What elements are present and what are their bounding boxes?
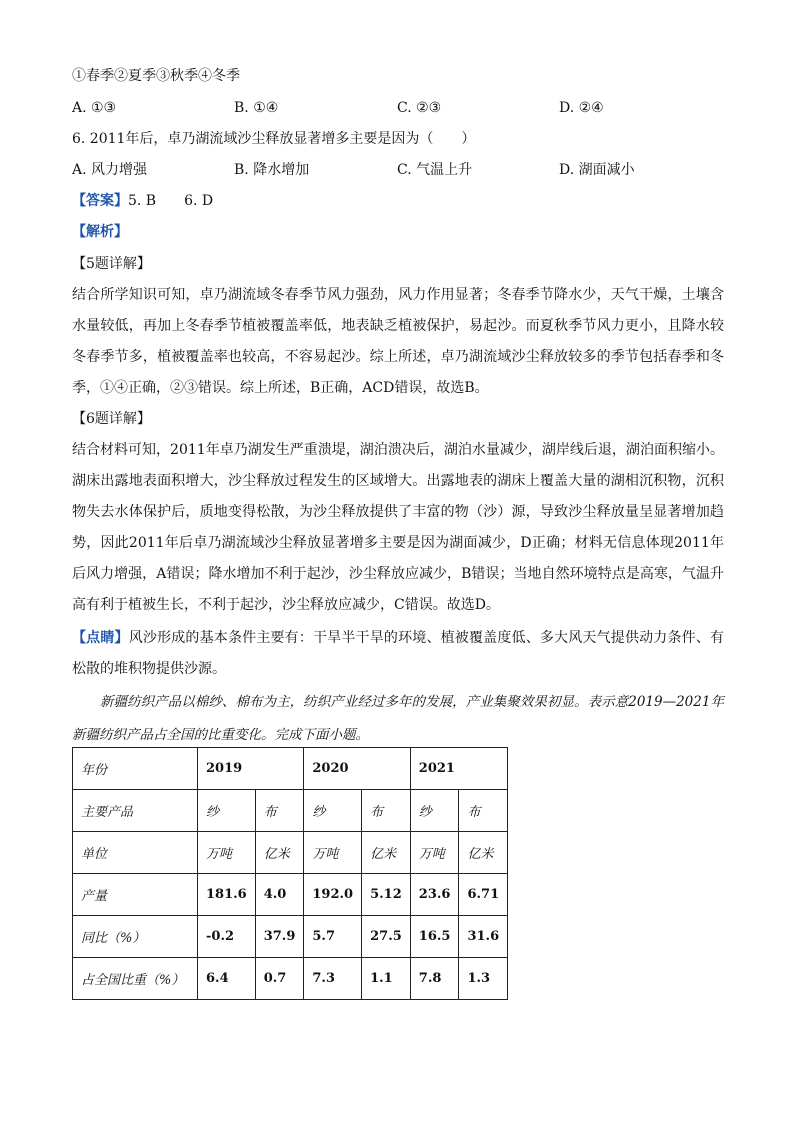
q5-detail-body: 结合所学知识可知，卓乃湖流域冬春季节风力强劲，风力作用显著；冬春季节降水少，天气干燥，土壤含水量较低，再加上冬春季节植被覆盖率低，地表缺乏植被保护，易起沙。而夏秋季节风力更小，且降水较冬春季节多，植被覆盖率也较高，不容易起沙。综上所述，卓乃湖流域沙尘释放较多的季节包括春季和冬季，①④正确，②③错误。综上所述，B正确，ACD错误，故选B。: [72, 287, 724, 396]
q6-choice-b: B. 降水增加: [234, 162, 310, 178]
table-cell: 万吨: [304, 832, 362, 874]
table-cell: 181.6: [198, 874, 256, 916]
textile-table: [72, 747, 508, 1000]
table-cell: 4.0: [255, 874, 304, 916]
table-cell: 亿米: [255, 832, 304, 874]
year-2021: 2021: [410, 748, 507, 790]
q5-choice-c: C. ②③: [397, 100, 442, 116]
table-cell: 纱: [304, 790, 362, 832]
table-cell: 7.8: [410, 958, 459, 1000]
table-cell: 6.4: [198, 958, 256, 1000]
q5-detail-heading: 【5题详解】: [72, 256, 151, 272]
table-cell: 23.6: [410, 874, 459, 916]
table-cell: 5.7: [304, 916, 362, 958]
row-label: 占全国比重（%）: [73, 958, 198, 1000]
table-cell: 亿米: [362, 832, 411, 874]
table-cell: 纱: [410, 790, 459, 832]
table-cell: 192.0: [304, 874, 362, 916]
table-cell: 万吨: [410, 832, 459, 874]
season-options: ①春季②夏季③秋季④冬季: [72, 68, 240, 84]
row-label: 同比（%）: [73, 916, 198, 958]
table-row: [73, 874, 508, 916]
year-2020: 2020: [304, 748, 410, 790]
table-cell: 27.5: [362, 916, 411, 958]
year-2019: 2019: [198, 748, 304, 790]
table-cell: 1.1: [362, 958, 411, 1000]
intro-paragraph: 新疆纺织产品以棉纱、棉布为主，纺织产业经过多年的发展，产业集聚效果初显。表示意2019—2021年新疆纺织产品占全国的比重变化。完成下面小题。: [72, 694, 724, 743]
q6-choice-c: C. 气温上升: [397, 162, 473, 178]
table-row: [73, 958, 508, 1000]
year-label: 年份: [73, 748, 198, 790]
table-cell: -0.2: [198, 916, 256, 958]
q6-detail-heading: 【6题详解】: [72, 411, 151, 427]
table-cell: 6.71: [459, 874, 508, 916]
q6-question: 6. 2011年后，卓乃湖流域沙尘释放显著增多主要是因为（ ）: [72, 131, 476, 147]
table-cell: 31.6: [459, 916, 508, 958]
q6-choice-d: D. 湖面减小: [559, 162, 635, 178]
key-point-tag: 【点睛】: [72, 630, 129, 646]
answer-line: [72, 191, 213, 211]
table-row-years: [73, 748, 508, 790]
table-cell: 1.3: [459, 958, 508, 1000]
row-label: 单位: [73, 832, 198, 874]
q6-detail-body: 结合材料可知，2011年卓乃湖发生严重溃堤，湖泊溃决后，湖泊水量减少，湖岸线后退，湖泊面积缩小。湖床出露地表面积增大，沙尘释放过程发生的区域增大。出露地表的湖床上覆盖大量的湖相沉积物，沉积物失去水体保护后，质地变得松散，为沙尘释放提供了丰富的物（沙）源，导致沙尘释放量呈显著增加趋势，因此2011年后卓乃湖流域沙尘释放显著增多主要是因为湖面减少，D正确；材料无信息体现2011年后风力增强，A错误；降水增加不利于起沙，沙尘释放应减少，B错误；当地自然环境特点是高寒，气温升高有利于植被生长，不利于起沙，沙尘释放应减少，C错误。故选D。: [72, 442, 724, 613]
key-point: [72, 623, 724, 685]
table-row: [73, 916, 508, 958]
q5-choice-d: D. ②④: [559, 100, 604, 116]
key-point-text: 风沙形成的基本条件主要有：干旱半干旱的环境、植被覆盖度低、多大风天气提供动力条件、有松散的堆积物提供沙源。: [72, 630, 725, 677]
table-cell: 37.9: [255, 916, 304, 958]
table-cell: 布: [255, 790, 304, 832]
q5-choice-b: B. ①④: [234, 100, 279, 116]
table-row: [73, 790, 508, 832]
table-cell: 亿米: [459, 832, 508, 874]
table-row: [73, 832, 508, 874]
answer-tag: 【答案】: [72, 193, 128, 209]
table-cell: 7.3: [304, 958, 362, 1000]
row-label: 主要产品: [73, 790, 198, 832]
table-cell: 16.5: [410, 916, 459, 958]
table-cell: 布: [459, 790, 508, 832]
q5-choice-a: A. ①③: [72, 100, 117, 116]
table-cell: 万吨: [198, 832, 256, 874]
q6-choice-a: A. 风力增强: [72, 162, 148, 178]
table-cell: 5.12: [362, 874, 411, 916]
table-cell: 0.7: [255, 958, 304, 1000]
table-cell: 纱: [198, 790, 256, 832]
answer-text: 5. B 6. D: [128, 193, 214, 209]
row-label: 产量: [73, 874, 198, 916]
analysis-tag: 【解析】: [72, 224, 128, 240]
table-cell: 布: [362, 790, 411, 832]
